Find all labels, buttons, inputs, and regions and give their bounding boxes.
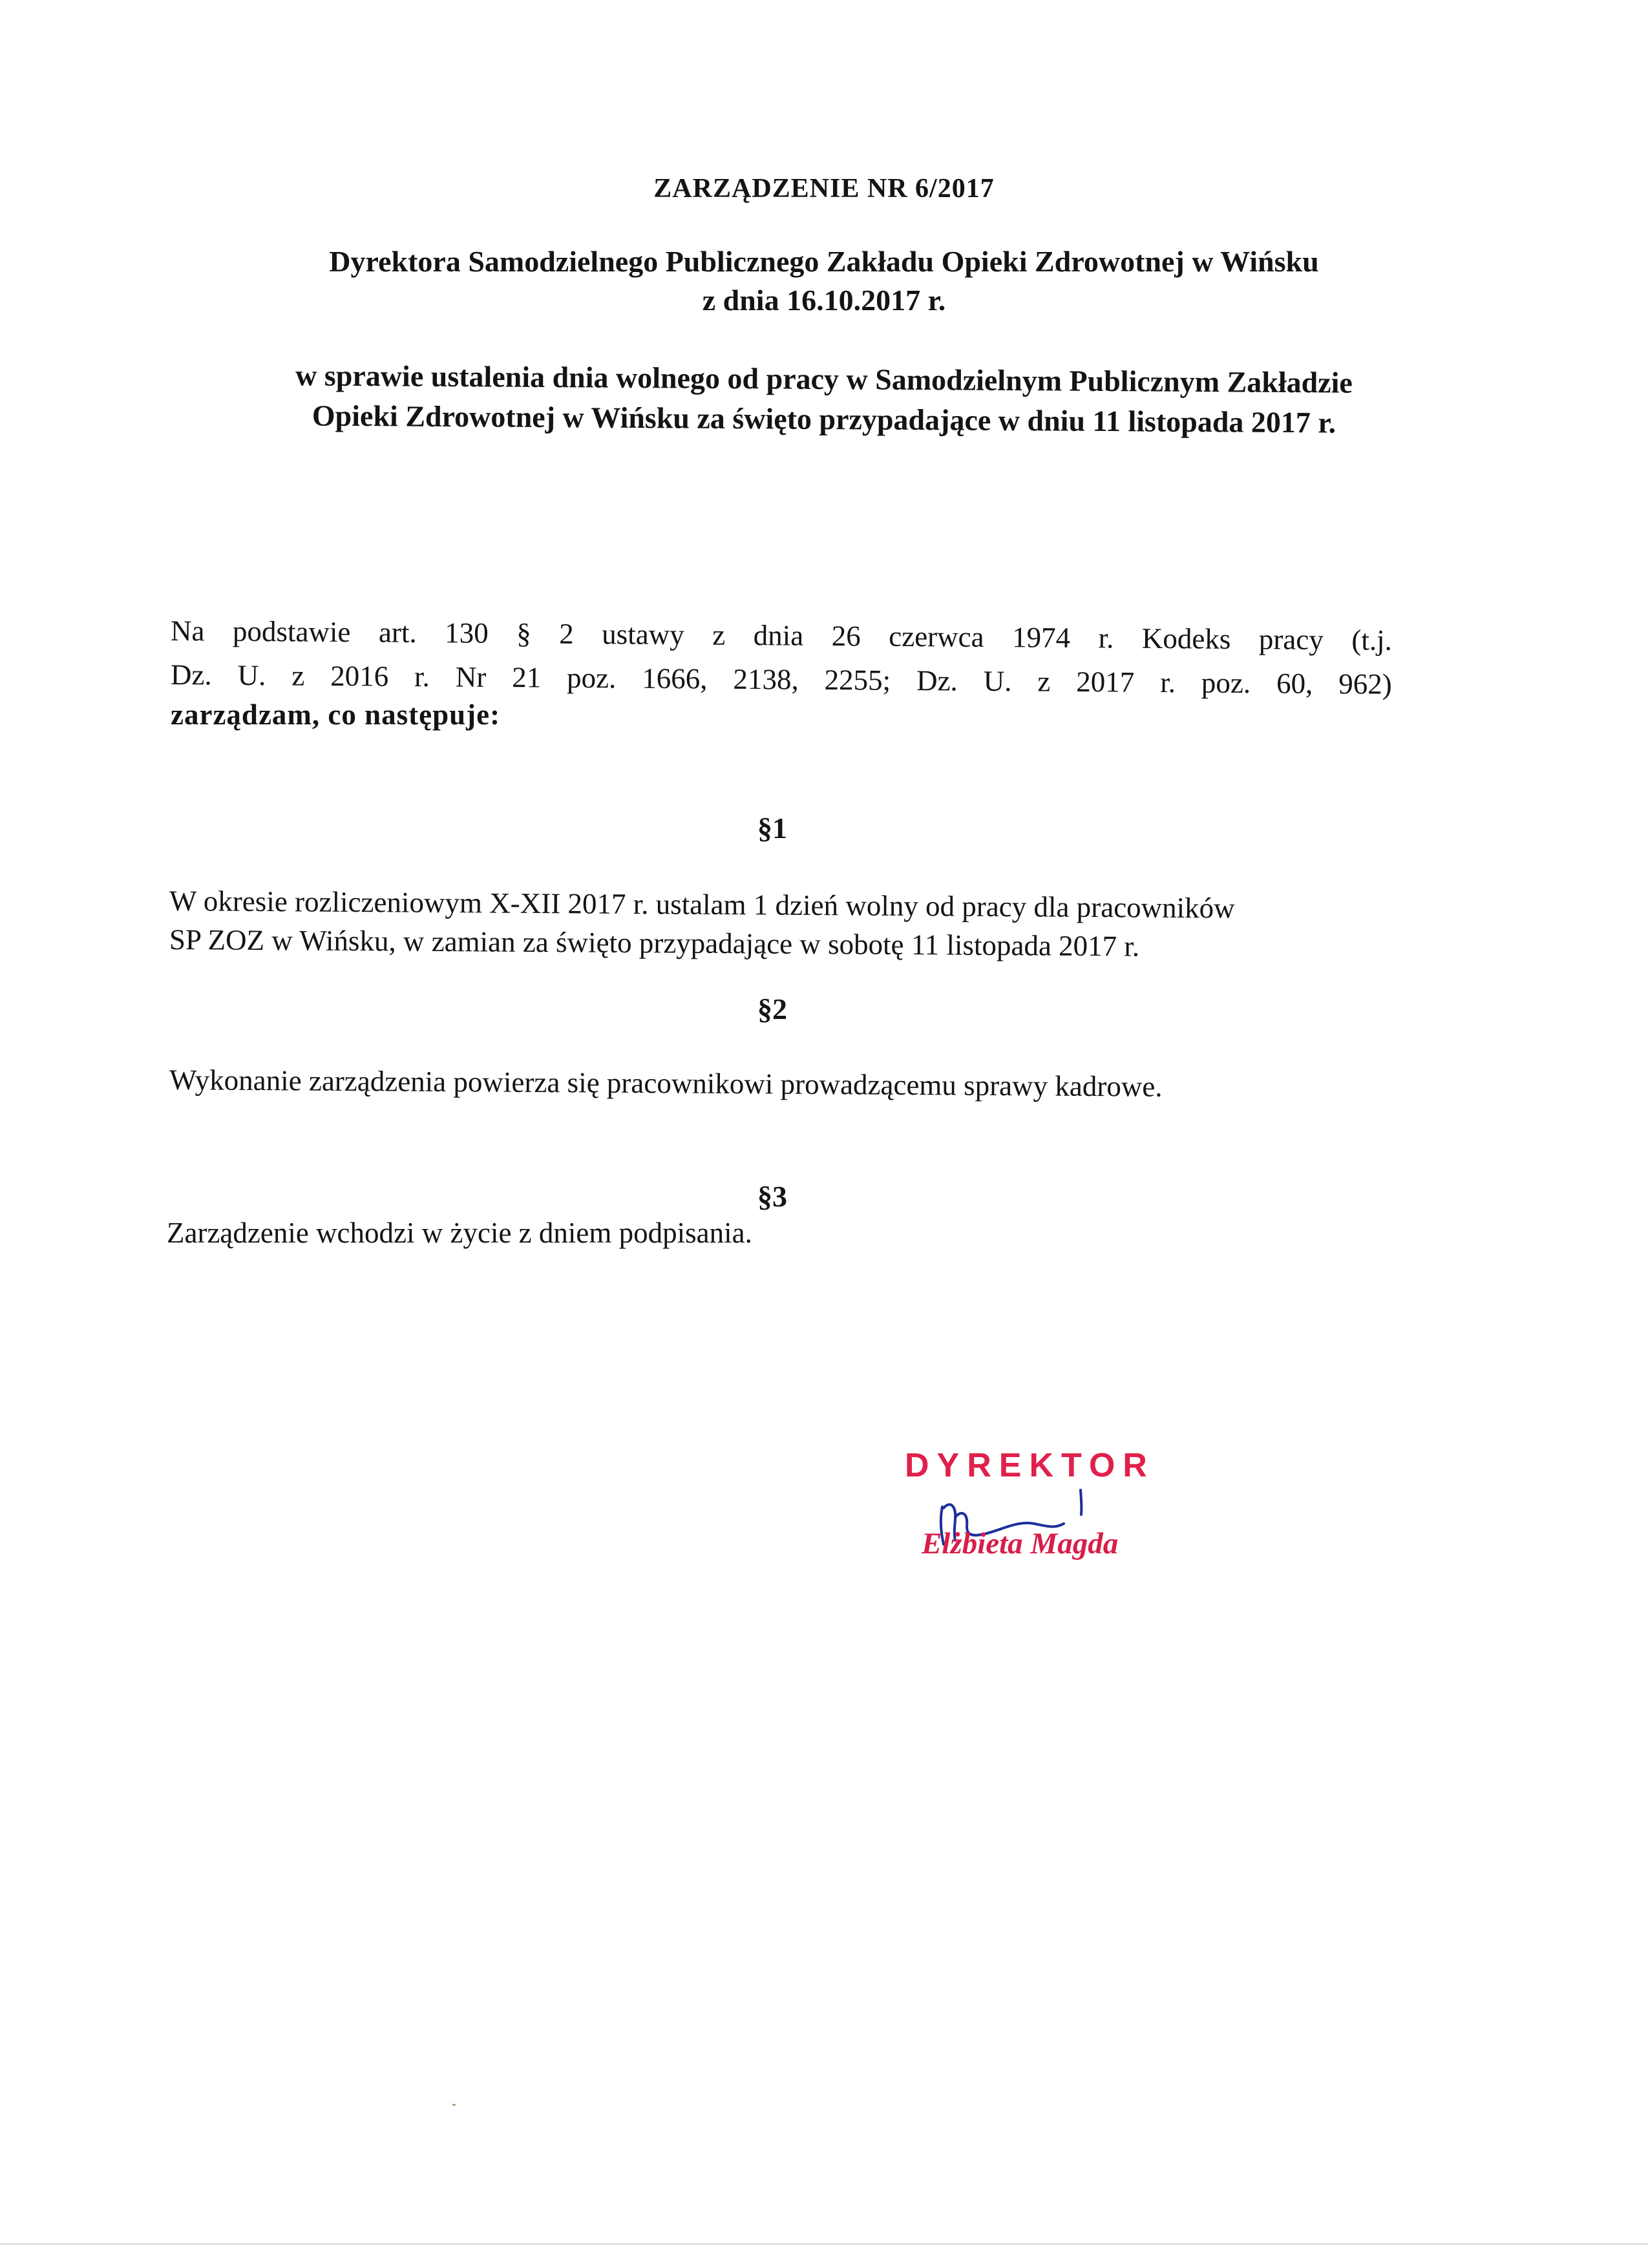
word: pracy bbox=[1258, 623, 1324, 656]
word: z bbox=[712, 618, 726, 651]
word: r. bbox=[1098, 622, 1114, 655]
legal-basis-decree: zarządzam, co następuje: bbox=[171, 698, 501, 731]
section-3-heading: §3 bbox=[757, 1180, 787, 1213]
issuer-line: Dyrektora Samodzielnego Publicznego Zakładu Opieki Zdrowotnej w Wińsku bbox=[329, 245, 1319, 278]
word: 21 bbox=[512, 661, 542, 694]
word: 1974 bbox=[1011, 621, 1071, 654]
word: poz. bbox=[566, 661, 617, 695]
section-1-heading: §1 bbox=[757, 812, 787, 845]
subject-line-2: Opieki Zdrowotnej w Wińsku za święto przypadające w dniu 11 listopada 2017 r. bbox=[312, 399, 1336, 439]
word: Dz. bbox=[916, 664, 958, 697]
word: z bbox=[1037, 665, 1051, 698]
word: 2255; bbox=[824, 663, 891, 697]
word: r. bbox=[1160, 666, 1176, 699]
section-1-text-line-2: SP ZOZ w Wińsku, w zamian za święto przypadające w sobotę 11 listopada 2017 r. bbox=[169, 923, 1140, 963]
word: Dz. bbox=[170, 658, 212, 691]
word: Na bbox=[170, 614, 205, 647]
word: poz. bbox=[1201, 666, 1251, 700]
section-2-heading: §2 bbox=[757, 992, 787, 1025]
legal-basis-line-2 bbox=[171, 658, 1392, 701]
subject-line-1: w sprawie ustalenia dnia wolnego od pracy w Samodzielnym Publicznym Zakładzie bbox=[295, 359, 1353, 399]
word: U. bbox=[983, 664, 1012, 698]
word: 26 bbox=[831, 620, 861, 653]
word: ustawy bbox=[602, 618, 684, 651]
word: U. bbox=[237, 658, 266, 692]
word: 60, bbox=[1276, 667, 1313, 700]
section-2-text-line-1: Wykonanie zarządzenia powierza się pracownikowi prowadzącemu sprawy kadrowe. bbox=[169, 1064, 1163, 1103]
director-stamp-title: DYREKTOR bbox=[905, 1447, 1155, 1484]
word: czerwca bbox=[889, 620, 984, 653]
word: 130 bbox=[445, 616, 489, 649]
legal-basis-line-1 bbox=[171, 614, 1392, 657]
word: art. bbox=[378, 616, 417, 649]
word: 2016 bbox=[330, 659, 389, 693]
word: § bbox=[516, 617, 531, 650]
scan-artifact bbox=[452, 2104, 456, 2106]
section-1-text-line-1: W okresie rozliczeniowym X-XII 2017 r. ustalam 1 dzień wolny od pracy dla pracowników bbox=[169, 885, 1235, 925]
word: 2 bbox=[559, 617, 574, 650]
word: dnia bbox=[753, 619, 804, 652]
word: 2017 bbox=[1076, 666, 1135, 698]
word: 2138, bbox=[733, 662, 799, 696]
word: Nr bbox=[455, 660, 487, 693]
word: podstawie bbox=[232, 614, 351, 649]
word: z bbox=[291, 659, 305, 692]
director-stamp-name: Elżbieta Magda bbox=[922, 1527, 1119, 1560]
word: Kodeks bbox=[1141, 622, 1231, 655]
word: 962) bbox=[1338, 667, 1392, 700]
word: r. bbox=[414, 660, 430, 693]
word: 1666, bbox=[642, 662, 708, 695]
section-3-text-line-1: Zarządzenie wchodzi w życie z dniem podpisania. bbox=[167, 1217, 752, 1249]
scan-edge-line bbox=[0, 2243, 1648, 2245]
document-date: z dnia 16.10.2017 r. bbox=[702, 284, 946, 317]
word: (t.j. bbox=[1351, 624, 1393, 656]
document-title: ZARZĄDZENIE NR 6/2017 bbox=[653, 174, 995, 204]
